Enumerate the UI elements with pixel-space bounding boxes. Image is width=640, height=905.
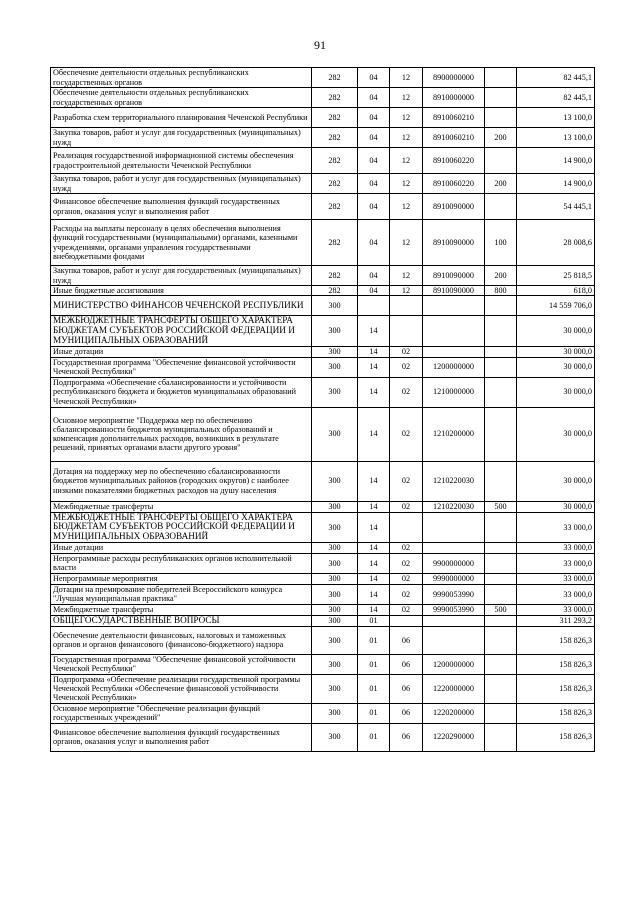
- row-expense-type: 200: [485, 174, 517, 194]
- row-amount: 14 559 706,0: [517, 296, 595, 316]
- row-expense-type: [485, 626, 517, 654]
- row-section: 04: [358, 286, 390, 296]
- row-target-article: 9990000000: [423, 573, 485, 584]
- row-amount: 30 000,0: [517, 357, 595, 377]
- row-amount: 158 826,3: [517, 703, 595, 723]
- row-section: 14: [358, 357, 390, 377]
- row-name: Финансовое обеспечение выполнения функций государственных органов, оказания услуг и выполнения работ: [51, 723, 312, 751]
- row-target-article: 8910060210: [423, 108, 485, 128]
- row-subsection: 02: [390, 407, 423, 461]
- row-subsection: 06: [390, 626, 423, 654]
- table-row: [51, 615, 595, 626]
- row-subsection: 12: [390, 128, 423, 148]
- row-section: 14: [358, 573, 390, 584]
- row-subsection: 06: [390, 723, 423, 751]
- table-row: [51, 626, 595, 654]
- row-code: 300: [312, 501, 358, 512]
- row-section: 04: [358, 88, 390, 108]
- row-target-article: 1220290000: [423, 723, 485, 751]
- table-row: [51, 128, 595, 148]
- row-subsection: 02: [390, 553, 423, 573]
- row-target-article: 8910000000: [423, 88, 485, 108]
- table-row: [51, 296, 595, 316]
- row-amount: 158 826,3: [517, 674, 595, 703]
- table-row: [51, 286, 595, 296]
- row-name: Реализация государственной информационной системы обеспечения градостроительной деятельности Чеченской Республики: [51, 148, 312, 174]
- table-row: [51, 461, 595, 501]
- row-target-article: 1220200000: [423, 703, 485, 723]
- row-expense-type: 800: [485, 286, 517, 296]
- row-target-article: 9990053990: [423, 604, 485, 615]
- row-section: 01: [358, 626, 390, 654]
- row-section: 14: [358, 584, 390, 604]
- row-subsection: 02: [390, 461, 423, 501]
- row-target-article: [423, 626, 485, 654]
- row-target-article: 8910060220: [423, 174, 485, 194]
- row-amount: 158 826,3: [517, 723, 595, 751]
- row-amount: 158 826,3: [517, 654, 595, 674]
- row-amount: 13 100,0: [517, 108, 595, 128]
- row-name: Подпрограмма «Обеспечение сбалансированности и устойчивости республиканского бюджета и бюджетов муниципальных образований Чеченской Республики»: [51, 377, 312, 407]
- row-expense-type: [485, 723, 517, 751]
- row-amount: 33 000,0: [517, 542, 595, 553]
- row-subsection: 02: [390, 501, 423, 512]
- row-subsection: 02: [390, 584, 423, 604]
- table-row: [51, 148, 595, 174]
- row-target-article: 1210220030: [423, 501, 485, 512]
- table-row: [51, 407, 595, 461]
- row-code: 282: [312, 220, 358, 266]
- row-amount: 82 445,1: [517, 88, 595, 108]
- row-expense-type: [485, 316, 517, 346]
- row-expense-type: [485, 407, 517, 461]
- row-section: 01: [358, 654, 390, 674]
- row-section: 04: [358, 128, 390, 148]
- row-name: Финансовое обеспечение выполнения функций государственных органов, оказания услуг и выполнения работ: [51, 194, 312, 220]
- row-name: МЕЖБЮДЖЕТНЫЕ ТРАНСФЕРТЫ ОБЩЕГО ХАРАКТЕРА БЮДЖЕТАМ СУБЪЕКТОВ РОССИЙСКОЙ ФЕДЕРАЦИИ И МУНИЦИПАЛЬНЫХ ОБРАЗОВАНИЙ: [51, 316, 312, 346]
- row-expense-type: [485, 194, 517, 220]
- row-target-article: 9900000000: [423, 553, 485, 573]
- row-name: Обеспечение деятельности отдельных республиканских государственных органов: [51, 88, 312, 108]
- row-subsection: 06: [390, 703, 423, 723]
- row-target-article: 8910090000: [423, 220, 485, 266]
- row-name: Межбюджетные трансферты: [51, 604, 312, 615]
- row-target-article: [423, 512, 485, 542]
- row-subsection: 02: [390, 573, 423, 584]
- row-code: 300: [312, 723, 358, 751]
- row-section: [358, 296, 390, 316]
- row-expense-type: [485, 68, 517, 88]
- table-row: [51, 542, 595, 553]
- row-expense-type: [485, 553, 517, 573]
- row-expense-type: [485, 346, 517, 357]
- row-target-article: [423, 316, 485, 346]
- row-amount: 33 000,0: [517, 553, 595, 573]
- row-target-article: 1210220030: [423, 461, 485, 501]
- row-code: 282: [312, 266, 358, 286]
- row-name: Дотация на поддержку мер по обеспечению сбалансированности бюджетов муниципальных районов (городских округов) с наиболее низкими показателями бюджетных расходов на душу населения: [51, 461, 312, 501]
- row-subsection: 12: [390, 108, 423, 128]
- row-name: Межбюджетные трансферты: [51, 501, 312, 512]
- row-amount: 30 000,0: [517, 346, 595, 357]
- row-code: 300: [312, 584, 358, 604]
- row-code: 300: [312, 542, 358, 553]
- row-code: 282: [312, 148, 358, 174]
- row-amount: 33 000,0: [517, 573, 595, 584]
- row-section: 04: [358, 148, 390, 174]
- row-name: Обеспечение деятельности отдельных республиканских государственных органов: [51, 68, 312, 88]
- row-expense-type: [485, 615, 517, 626]
- row-amount: 25 818,5: [517, 266, 595, 286]
- table-row: [51, 703, 595, 723]
- row-amount: 30 000,0: [517, 461, 595, 501]
- row-name: Расходы на выплаты персоналу в целях обеспечения выполнения функций государственными (муниципальными) органами, казенными учреждениями, органами управления государственными внебюджетными фондами: [51, 220, 312, 266]
- row-amount: 30 000,0: [517, 316, 595, 346]
- row-section: 14: [358, 501, 390, 512]
- row-subsection: 06: [390, 654, 423, 674]
- row-name: Государственная программа "Обеспечение финансовой устойчивости Чеченской Республики": [51, 654, 312, 674]
- row-subsection: [390, 316, 423, 346]
- row-name: МИНИСТЕРСТВО ФИНАНСОВ ЧЕЧЕНСКОЙ РЕСПУБЛИКИ: [51, 296, 312, 316]
- row-amount: 33 000,0: [517, 604, 595, 615]
- row-expense-type: [485, 584, 517, 604]
- row-name: Закупка товаров, работ и услуг для государственных (муниципальных) нужд: [51, 174, 312, 194]
- row-code: 282: [312, 174, 358, 194]
- row-code: 300: [312, 703, 358, 723]
- row-expense-type: [485, 296, 517, 316]
- row-subsection: 02: [390, 357, 423, 377]
- row-section: 14: [358, 407, 390, 461]
- row-name: Иные дотации: [51, 542, 312, 553]
- row-name: Подпрограмма «Обеспечение реализации государственной программы Чеченской Республики «Обеспечение финансовой устойчивости Чеченской Республики»: [51, 674, 312, 703]
- row-expense-type: 100: [485, 220, 517, 266]
- row-expense-type: [485, 108, 517, 128]
- row-code: 300: [312, 626, 358, 654]
- row-expense-type: [485, 573, 517, 584]
- row-section: 04: [358, 108, 390, 128]
- row-amount: 158 826,3: [517, 626, 595, 654]
- row-code: 300: [312, 357, 358, 377]
- row-section: 14: [358, 604, 390, 615]
- row-section: 14: [358, 461, 390, 501]
- row-amount: 311 293,2: [517, 615, 595, 626]
- row-target-article: [423, 542, 485, 553]
- row-section: 14: [358, 346, 390, 357]
- row-subsection: 12: [390, 174, 423, 194]
- row-subsection: 02: [390, 542, 423, 553]
- row-code: 300: [312, 674, 358, 703]
- row-expense-type: 500: [485, 604, 517, 615]
- row-name: Основное мероприятие "Обеспечение реализации функций государственных учреждений": [51, 703, 312, 723]
- budget-table-body: [51, 68, 595, 752]
- row-code: 300: [312, 553, 358, 573]
- row-target-article: [423, 346, 485, 357]
- row-subsection: 12: [390, 194, 423, 220]
- row-code: 282: [312, 68, 358, 88]
- row-section: 01: [358, 723, 390, 751]
- row-expense-type: 500: [485, 501, 517, 512]
- budget-table: [50, 67, 595, 752]
- row-expense-type: [485, 88, 517, 108]
- row-expense-type: [485, 674, 517, 703]
- row-expense-type: [485, 148, 517, 174]
- table-row: [51, 346, 595, 357]
- table-row: [51, 194, 595, 220]
- table-row: [51, 68, 595, 88]
- row-name: Обеспечение деятельности финансовых, налоговых и таможенных органов и органов финансового (финансово-бюджетного) надзора: [51, 626, 312, 654]
- row-code: 300: [312, 573, 358, 584]
- row-code: 300: [312, 316, 358, 346]
- page-number: 91: [314, 38, 326, 52]
- row-amount: 618,0: [517, 286, 595, 296]
- row-expense-type: [485, 703, 517, 723]
- row-name: Разработка схем территориального планирования Чеченской Республики: [51, 108, 312, 128]
- row-expense-type: [485, 512, 517, 542]
- row-amount: 13 100,0: [517, 128, 595, 148]
- row-target-article: 1210000000: [423, 377, 485, 407]
- table-row: [51, 377, 595, 407]
- table-row: [51, 357, 595, 377]
- row-expense-type: [485, 542, 517, 553]
- row-target-article: 1200000000: [423, 654, 485, 674]
- row-amount: 28 008,6: [517, 220, 595, 266]
- row-code: 300: [312, 407, 358, 461]
- row-name: Непрограммные расходы республиканских органов исполнительной власти: [51, 553, 312, 573]
- row-section: 01: [358, 703, 390, 723]
- row-code: 282: [312, 286, 358, 296]
- row-target-article: [423, 615, 485, 626]
- row-expense-type: [485, 357, 517, 377]
- row-expense-type: [485, 654, 517, 674]
- row-expense-type: [485, 461, 517, 501]
- row-subsection: 12: [390, 148, 423, 174]
- table-row: [51, 674, 595, 703]
- row-section: 01: [358, 674, 390, 703]
- row-amount: 14 900,0: [517, 174, 595, 194]
- table-row: [51, 220, 595, 266]
- table-row: [51, 723, 595, 751]
- row-code: 282: [312, 194, 358, 220]
- row-subsection: [390, 615, 423, 626]
- row-subsection: 12: [390, 68, 423, 88]
- row-code: 300: [312, 615, 358, 626]
- row-subsection: 12: [390, 220, 423, 266]
- table-row: [51, 88, 595, 108]
- row-amount: 30 000,0: [517, 407, 595, 461]
- row-subsection: 06: [390, 674, 423, 703]
- row-name: ОБЩЕГОСУДАРСТВЕННЫЕ ВОПРОСЫ: [51, 615, 312, 626]
- row-target-article: 8910060210: [423, 128, 485, 148]
- row-section: 04: [358, 174, 390, 194]
- table-row: [51, 573, 595, 584]
- row-subsection: 12: [390, 266, 423, 286]
- row-code: 300: [312, 461, 358, 501]
- row-name: Иные бюджетные ассигнования: [51, 286, 312, 296]
- row-target-article: 9990053990: [423, 584, 485, 604]
- row-expense-type: 200: [485, 128, 517, 148]
- row-expense-type: 200: [485, 266, 517, 286]
- row-section: 14: [358, 553, 390, 573]
- row-subsection: 12: [390, 88, 423, 108]
- row-name: Основное мероприятие "Поддержка мер по обеспечению сбалансированности бюджетов муниципальных образований и компенсация дополнительных расходов, возникших в результате решений, принятых органами власти другого уровня": [51, 407, 312, 461]
- row-code: 282: [312, 108, 358, 128]
- row-target-article: 8910090000: [423, 266, 485, 286]
- table-row: [51, 553, 595, 573]
- row-name: Иные дотации: [51, 346, 312, 357]
- row-section: 14: [358, 316, 390, 346]
- row-subsection: [390, 512, 423, 542]
- row-target-article: 8910060220: [423, 148, 485, 174]
- row-target-article: 8910090000: [423, 194, 485, 220]
- row-target-article: 1220000000: [423, 674, 485, 703]
- row-section: 01: [358, 615, 390, 626]
- row-section: 04: [358, 266, 390, 286]
- row-amount: 30 000,0: [517, 501, 595, 512]
- row-name: МЕЖБЮДЖЕТНЫЕ ТРАНСФЕРТЫ ОБЩЕГО ХАРАКТЕРА БЮДЖЕТАМ СУБЪЕКТОВ РОССИЙСКОЙ ФЕДЕРАЦИИ И МУНИЦИПАЛЬНЫХ ОБРАЗОВАНИЙ: [51, 512, 312, 542]
- row-code: 300: [312, 654, 358, 674]
- row-subsection: 02: [390, 377, 423, 407]
- row-expense-type: [485, 377, 517, 407]
- row-code: 300: [312, 296, 358, 316]
- row-section: 14: [358, 512, 390, 542]
- row-amount: 33 000,0: [517, 512, 595, 542]
- row-code: 282: [312, 128, 358, 148]
- row-name: Закупка товаров, работ и услуг для государственных (муниципальных) нужд: [51, 128, 312, 148]
- table-row: [51, 584, 595, 604]
- row-target-article: 8910090000: [423, 286, 485, 296]
- table-row: [51, 266, 595, 286]
- row-section: 14: [358, 377, 390, 407]
- row-section: 04: [358, 68, 390, 88]
- row-amount: 14 900,0: [517, 148, 595, 174]
- table-row: [51, 108, 595, 128]
- row-name: Государственная программа "Обеспечение финансовой устойчивости Чеченской Республики": [51, 357, 312, 377]
- table-row: [51, 174, 595, 194]
- table-row: [51, 512, 595, 542]
- row-amount: 30 000,0: [517, 377, 595, 407]
- row-amount: 54 445,1: [517, 194, 595, 220]
- row-code: 300: [312, 377, 358, 407]
- table-row: [51, 654, 595, 674]
- row-code: 300: [312, 604, 358, 615]
- table-row: [51, 604, 595, 615]
- row-code: 282: [312, 88, 358, 108]
- row-name: Дотации на премирование победителей Всероссийского конкурса "Лучшая муниципальная практика": [51, 584, 312, 604]
- row-code: 300: [312, 512, 358, 542]
- row-target-article: [423, 296, 485, 316]
- row-name: Закупка товаров, работ и услуг для государственных (муниципальных) нужд: [51, 266, 312, 286]
- row-code: 300: [312, 346, 358, 357]
- row-section: 04: [358, 194, 390, 220]
- row-subsection: 12: [390, 286, 423, 296]
- table-row: [51, 316, 595, 346]
- table-row: [51, 501, 595, 512]
- row-target-article: 1200000000: [423, 357, 485, 377]
- row-subsection: 02: [390, 346, 423, 357]
- row-target-article: 1210200000: [423, 407, 485, 461]
- row-section: 04: [358, 220, 390, 266]
- row-target-article: 8900000000: [423, 68, 485, 88]
- row-amount: 33 000,0: [517, 584, 595, 604]
- row-section: 14: [358, 542, 390, 553]
- row-subsection: 02: [390, 604, 423, 615]
- row-subsection: [390, 296, 423, 316]
- row-name: Непрограммные мероприятия: [51, 573, 312, 584]
- row-amount: 82 445,1: [517, 68, 595, 88]
